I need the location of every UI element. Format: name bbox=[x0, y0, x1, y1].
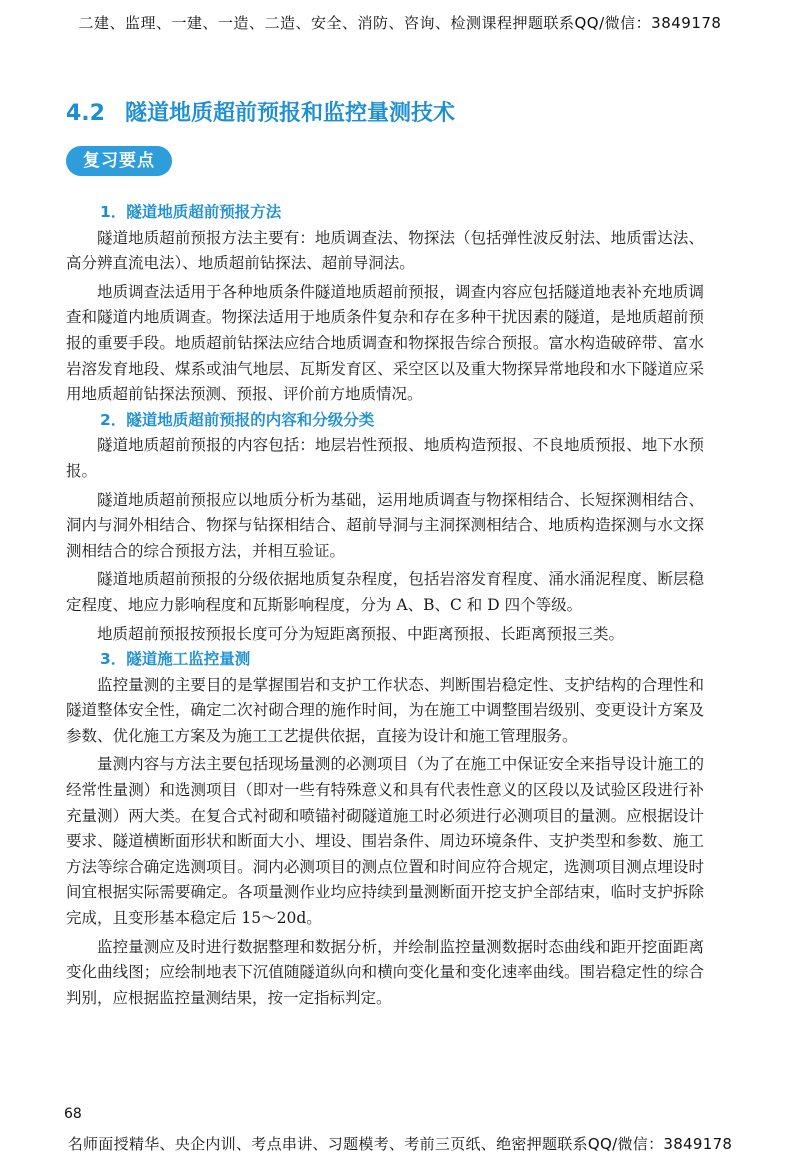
paragraph: 量测内容与方法主要包括现场量测的必测项目（为了在施工中保证安全来指导设计施工的经常性量测）和选测项目（即对一些有特殊意义和具有代表性意义的区段以及试验区段进行补充量测）两大类。在复合式衬砌和喷锚衬砌隧道施工时必须进行必测项目的量测。应根据设计要求、隧道横断面形状和断面大小、埋设、围岩条件、周边环境条件、支护类型和参数、施工方法等综合确定选测项目。洞内必测项目的测点位置和时间应符合规定，选测项目测点埋设时间宜根据实际需要确定。各项量测作业均应持续到量测断面开挖支护全部结束，临时支护拆除完成，且变形基本稳定后 15～20d。 bbox=[66, 755, 704, 928]
paragraph: 隧道地质超前预报的内容包括：地层岩性预报、地质构造预报、不良地质预报、地下水预报。 bbox=[66, 436, 704, 480]
paragraph: 隧道地质超前预报方法主要有：地质调查法、物探法（包括弹性波反射法、地质雷达法、高分辨直流电法）、地质超前钻探法、超前导洞法。 bbox=[66, 228, 704, 273]
subsection-heading-1: 1．隧道地质超前预报方法 bbox=[100, 203, 282, 221]
page-number: 68 bbox=[64, 1106, 82, 1122]
paragraph: 地质调查法适用于各种地质条件隧道地质超前预报，调查内容应包括隧道地表补充地质调查和隧道内地质调查。物探法适用于地质条件复杂和存在多种干扰因素的隧道，是地质超前预报的重要手段。地质超前钻探法应结合地质调查和物探报告综合预报。富水构造破碎带、富水岩溶发育地段、煤系或油气地层、瓦斯发育区、采空区以及重大物探异常地段和水下隧道应采用地质超前钻探法预测、预报、评价前方地质情况。 bbox=[66, 282, 704, 404]
section-number: 4.2 bbox=[66, 101, 105, 126]
paragraph: 地质超前预报按预报长度可分为短距离预报、中距离预报、长距离预报三类。 bbox=[97, 624, 625, 643]
section-title-text: 隧道地质超前预报和监控量测技术 bbox=[124, 101, 455, 126]
bottom-promo-banner: 名师面授精华、央企内训、考点串讲、习题模考、考前三页纸、绝密押题联系QQ/微信：3849178 bbox=[67, 1135, 733, 1153]
paragraph: 隧道地质超前预报应以地质分析为基础，运用地质调查与物探相结合、长短探测相结合、洞内与洞外相结合、物探与钻探相结合、超前导洞与主洞探测相结合、地质构造探测与水文探测相结合的综合预报方法，并相互验证。 bbox=[66, 490, 704, 560]
section-title bbox=[66, 96, 455, 127]
paragraph: 隧道地质超前预报的分级依据地质复杂程度，包括岩溶发育程度、涌水涌泥程度、断层稳定程度、地应力影响程度和瓦斯影响程度，分为 A、B、C 和 D 四个等级。 bbox=[66, 570, 704, 614]
review-points-badge: 复习要点 bbox=[66, 146, 172, 176]
paragraph: 监控量测应及时进行数据整理和数据分析，并绘制监控量测数据时态曲线和距开挖面距离变化曲线图；应绘制地表下沉值随隧道纵向和横向变化量和变化速率曲线。围岩稳定性的综合判别，应根据监控量测结果，按一定指标判定。 bbox=[66, 937, 704, 1007]
top-promo-banner: 二建、监理、一建、一造、二造、安全、消防、咨询、检测课程押题联系QQ/微信：3849178 bbox=[78, 14, 722, 32]
main-content bbox=[66, 200, 704, 1011]
subsection-heading-3: 3．隧道施工监控量测 bbox=[100, 650, 251, 669]
subsection-heading-2: 2．隧道地质超前预报的内容和分级分类 bbox=[100, 410, 375, 429]
paragraph: 监控量测的主要目的是掌握围岩和支护工作状态、判断围岩稳定性、支护结构的合理性和隧道整体安全性，确定二次衬砌合理的施作时间，为在施工中调整围岩级别、变更设计方案及参数、优化施工方案及为施工工艺提供依据，直接为设计和施工管理服务。 bbox=[66, 675, 704, 745]
